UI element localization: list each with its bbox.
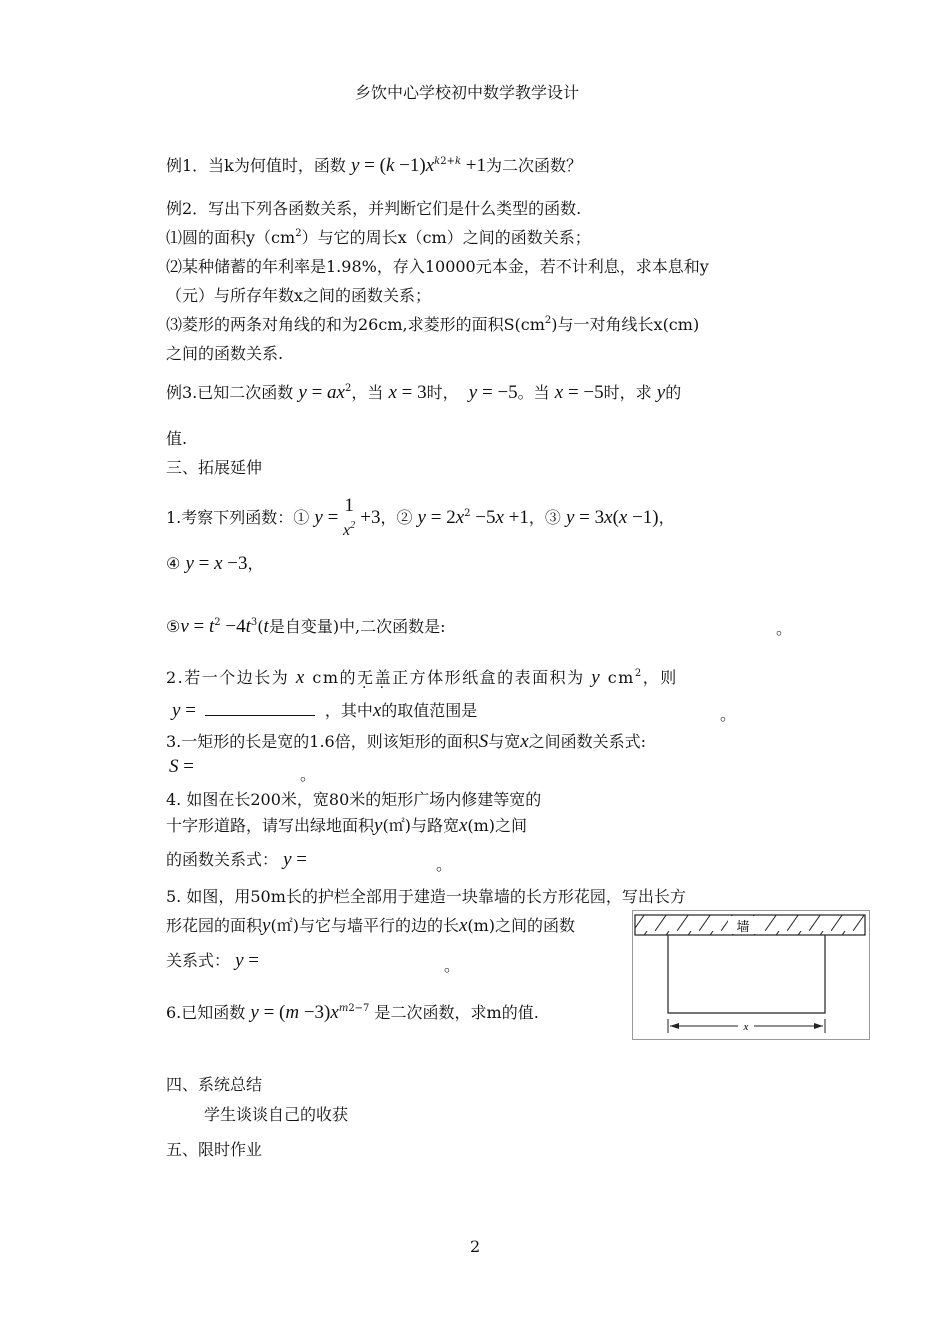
garden-figure [632, 910, 870, 1040]
problem-4-end: 。 [436, 855, 453, 874]
problem-1-item4: ④ y = x −3， [166, 553, 264, 574]
garden-diagram [633, 911, 869, 1039]
problem-4: 4. 如图在长200米，宽80米的矩形广场内修建等宽的 [166, 790, 542, 809]
problem-3: 3.一矩形的长是宽的1.6倍，则该矩形的面积S与宽x之间函数关系式: [166, 731, 647, 752]
page-number: 2 [470, 1237, 481, 1256]
problem-5-cont2: 关系式： y = [166, 950, 260, 971]
problem-1-item5: ⑤v = $t^2 -4t^3(t$是自变量)中,二次函数是: [166, 616, 446, 637]
example-2-q3-cont: 之间的函数关系. [166, 344, 284, 363]
problem-2: 2.若一个边长为 x cm的无盖正方体形纸盒的表面积为 y $cm^2$，则 [166, 667, 678, 688]
page-header: 乡饮中心学校初中数学教学设计 [355, 83, 580, 102]
problem-1-end: 。 [776, 619, 793, 638]
example-1: 例1．当k为何值时，函数 $y = (k -1)x^{k2+k} +1$为二次函数？ [166, 155, 582, 176]
problem-6: 6.已知函数 $y = (m -3)x^{m2-7}$ 是二次函数，求m的值. [166, 1002, 539, 1023]
problem-4-cont: 十字形道路，请写出绿地面积y(㎡)与路宽x(m)之间 [166, 815, 528, 836]
example-3: 例3.已知二次函数 $y = ax^2$，当 x = 3时， y = −5。当 x = −5时，求 y的 [166, 382, 682, 403]
problem-5: 5. 如图，用50m长的护栏全部用于建造一块靠墙的长方形花园，写出长方 [166, 887, 686, 906]
problem-3-cont: S = [169, 756, 194, 777]
section-5-title: 五、限时作业 [166, 1140, 263, 1159]
x-label: x [743, 1021, 749, 1033]
example-2-intro: 例2．写出下列各函数关系，并判断它们是什么类型的函数. [166, 199, 582, 218]
example-2-q3: ⑶菱形的两条对角线的和为26cm,求菱形的面积$S(cm^2)$与一对角线长x(cm) [166, 315, 700, 334]
example-3-cont: 值. [166, 429, 188, 448]
problem-3-end: 。 [300, 765, 317, 784]
example-2-q2: ⑵某种储蓄的年利率是1.98%，存入10000元本金，若不计利息，求本息和y [166, 257, 709, 276]
garden-rect [668, 935, 825, 1013]
problem-4-cont2: 的函数关系式： y = [166, 849, 308, 870]
problem-1: 1.考察下列函数：① y = 1 $x^2$ +3，② $y = 2x^2 -5x +1$，③ y = 3x(x −1)， [166, 495, 675, 539]
problem-5-cont: 形花园的面积y(㎡)与它与墙平行的边的长x(m)之间的函数 [166, 915, 576, 936]
section-4-title: 四、系统总结 [166, 1075, 263, 1094]
problem-5-end: 。 [444, 956, 461, 975]
section-3-title: 三、拓展延伸 [166, 458, 263, 477]
problem-2-end: 。 [720, 705, 737, 724]
problem-2-cont: y = ，其中x的取值范围是 [172, 700, 478, 721]
example-2-q2-cont: （元）与所存年数x之间的函数关系； [166, 286, 432, 305]
section-4-body: 学生谈谈自己的收获 [204, 1105, 349, 1124]
example-2-q1: ⑴圆的面积$y(cm^2)$与它的周长x（cm）之间的函数关系； [166, 228, 591, 247]
wall-label: 墙 [736, 920, 750, 935]
